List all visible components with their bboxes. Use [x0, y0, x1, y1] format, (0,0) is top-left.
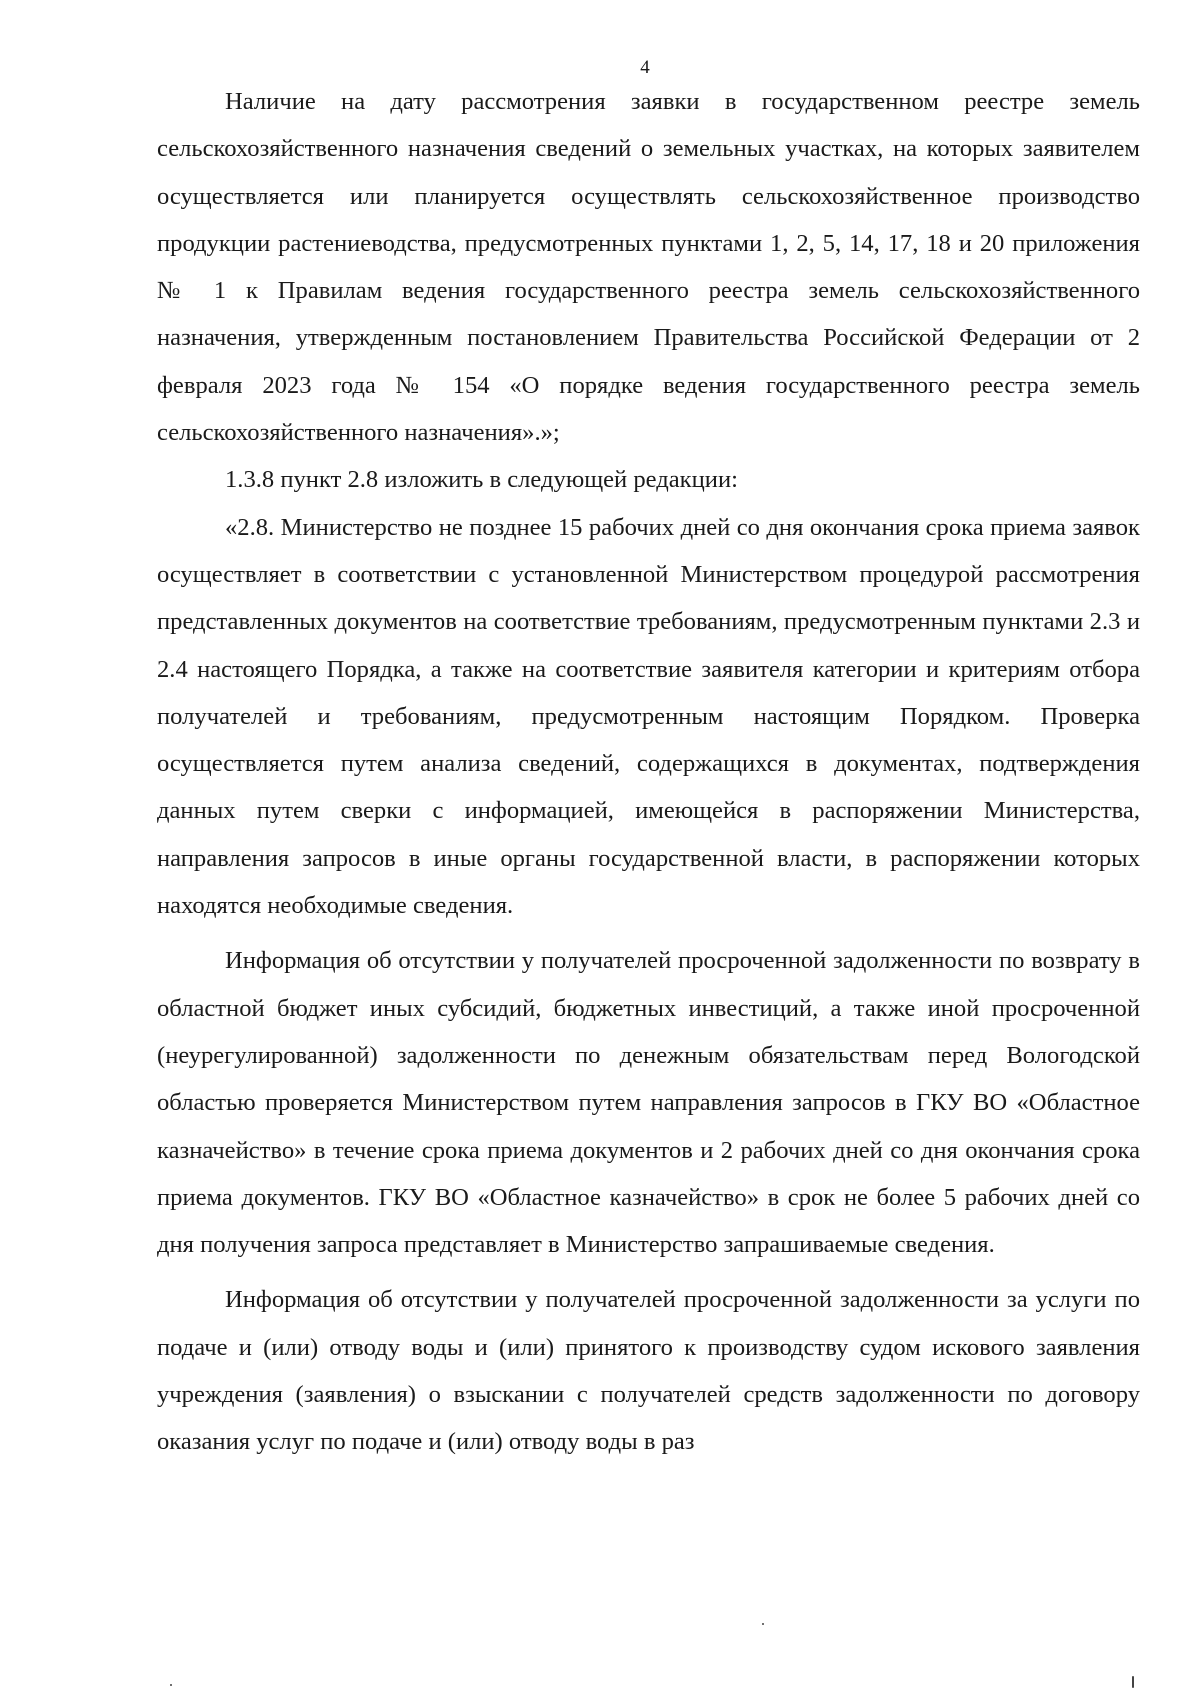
document-body — [157, 78, 1140, 1466]
scan-speck — [1132, 1676, 1134, 1688]
page-number: 4 — [640, 57, 650, 78]
paragraph-ministry-review: «2.8. Министерство не позднее 15 рабочих дней со дня окончания срока приема заявок осуществляет в соответствии с установленной Министерством процедурой рассмотрения представленных документов на соответствие требованиям, предусмотренным пунктами 2.3 и 2.4 настоящего Порядка, а также на соответствие заявителя категории и критериям отбора получателей и требованиям, предусмотренным настоящим Порядком. Проверка осуществляется путем анализа сведений, содержащихся в документах, подтверждения данных путем сверки с информацией, имеющейся в распоряжении Министерства, направления запросов в иные органы государственной власти, в распоряжении которых находятся необходимые сведения. — [157, 513, 1140, 920]
paragraph-budget-debt: Информация об отсутствии у получателей просроченной задолженности по возврату в областной бюджет иных субсидий, бюджетных инвестиций, а также иной просроченной (неурегулированной) задолженности по денежным обязательствам перед Вологодской областью проверяется Министерством путем направления запросов в ГКУ ВО «Областное казначейство» в течение срока приема документов и 2 рабочих дней со дня окончания срока приема документов. ГКУ ВО «Областное казначейство» в срок не более 5 рабочих дней со дня получения запроса представляет в Министерство запрашиваемые сведения. — [157, 947, 1140, 1259]
scan-speck — [762, 1623, 764, 1625]
paragraph-land-registry: Наличие на дату рассмотрения заявки в государственном реестре земель сельскохозяйственного назначения сведений о земельных участках, на которых заявителем осуществляется или планируется осуществлять сельскохозяйственное производство продукции растениеводства, предусмотренных пунктами 1, 2, 5, 14, 17, 18 и 20 приложения № 1 к Правилам ведения государственного реестра земель сельскохозяйственного назначения, утвержденным постановлением Правительства Российской Федерации от 2 февраля 2023 года № 154 «О порядке ведения государственного реестра земель сельскохозяйственного назначения».»; — [157, 88, 1140, 447]
scan-speck — [170, 1684, 172, 1686]
paragraph-water-debt: Информация об отсутствии у получателей просроченной задолженности за услуги по подаче и (или) отводу воды и (или) принятого к производству судом искового заявления учреждения (заявления) о взыскании с получателей средств задолженности по договору оказания услуг по подаче и (или) отводу воды в раз — [157, 1286, 1140, 1456]
paragraph-amendment-2-8: 1.3.8 пункт 2.8 изложить в следующей редакции: — [225, 466, 738, 494]
